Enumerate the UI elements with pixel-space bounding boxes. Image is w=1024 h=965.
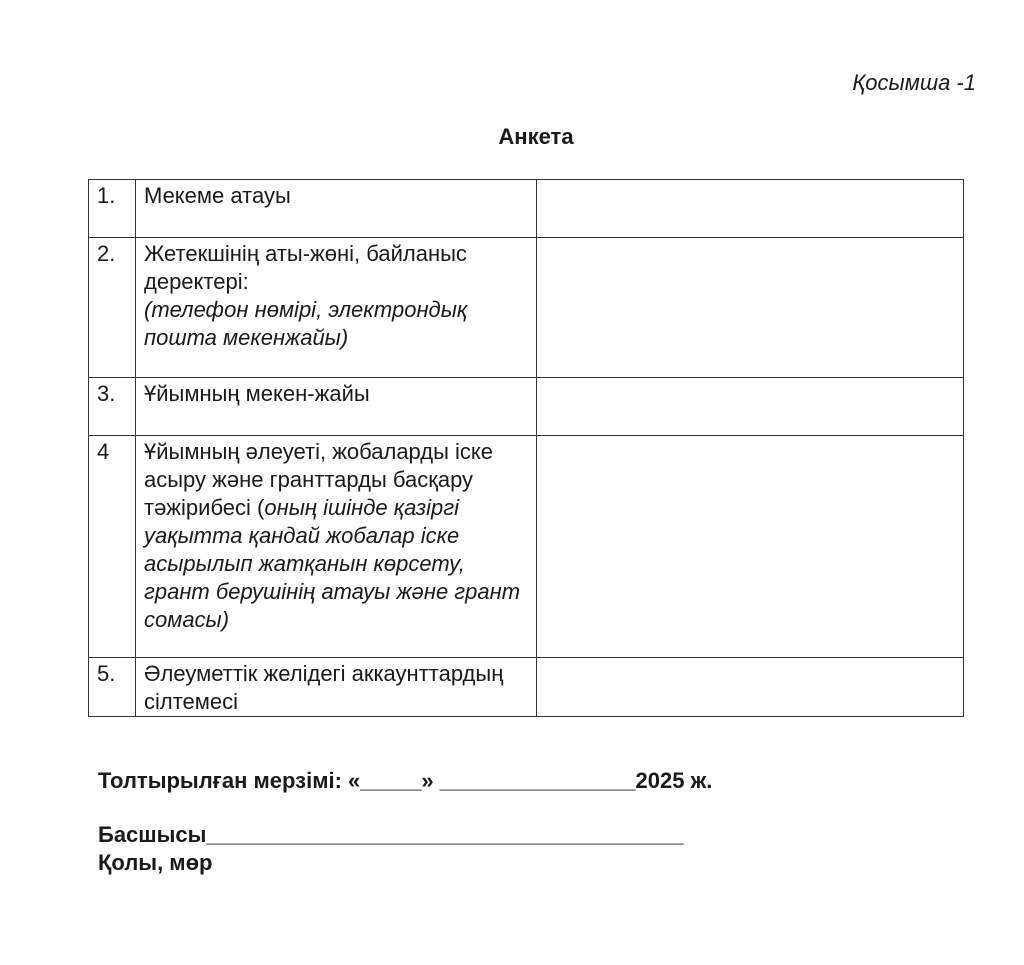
row-label-text: Ұйымның әлеуеті, жобаларды іске асыру және гранттарды басқару тәжірибесі ( — [144, 439, 494, 520]
row-label-note: (телефон нөмірі, электрондық пошта мекенжайы) — [144, 297, 468, 350]
row-label — [136, 238, 537, 378]
completion-date-line: Толтырылған мерзімі: «_____» ________________2025 ж. — [98, 768, 713, 793]
answer-cell[interactable] — [537, 180, 964, 238]
row-label-text: Жетекшінің аты-жөні, байланыс деректері: — [144, 241, 467, 294]
head-signature-line: Басшысы_______________________________________ — [98, 822, 684, 847]
table-row — [89, 180, 964, 238]
row-label-text: Әлеуметтік желідегі аккаунттардың сілтемесі — [144, 661, 504, 714]
row-number: 4 — [89, 436, 136, 658]
row-number: 3. — [89, 378, 136, 436]
row-number: 5. — [89, 658, 136, 717]
row-number: 1. — [89, 180, 136, 238]
row-label — [136, 436, 537, 658]
row-label-text: Мекеме атауы — [144, 183, 291, 208]
answer-cell[interactable] — [537, 658, 964, 717]
form-title: Анкета — [498, 124, 574, 149]
row-label-text: Ұйымның мекен-жайы — [144, 381, 370, 406]
row-label — [136, 180, 537, 238]
row-label-note: оның ішінде қазіргі уақытта қандай жобалар іске асырылып жатқанын көрсету, грант берушінің атауы және грант сомасы) — [144, 495, 521, 632]
answer-cell[interactable] — [537, 436, 964, 658]
table-row — [89, 658, 964, 717]
answer-cell[interactable] — [537, 238, 964, 378]
row-label — [136, 378, 537, 436]
row-number: 2. — [89, 238, 136, 378]
row-label — [136, 658, 537, 717]
questionnaire-table — [88, 179, 964, 717]
signature-stamp-label: Қолы, мөр — [98, 850, 213, 875]
table-row — [89, 238, 964, 378]
answer-cell[interactable] — [537, 378, 964, 436]
appendix-label: Қосымша -1 — [852, 70, 976, 95]
table-row — [89, 436, 964, 658]
table-row — [89, 378, 964, 436]
